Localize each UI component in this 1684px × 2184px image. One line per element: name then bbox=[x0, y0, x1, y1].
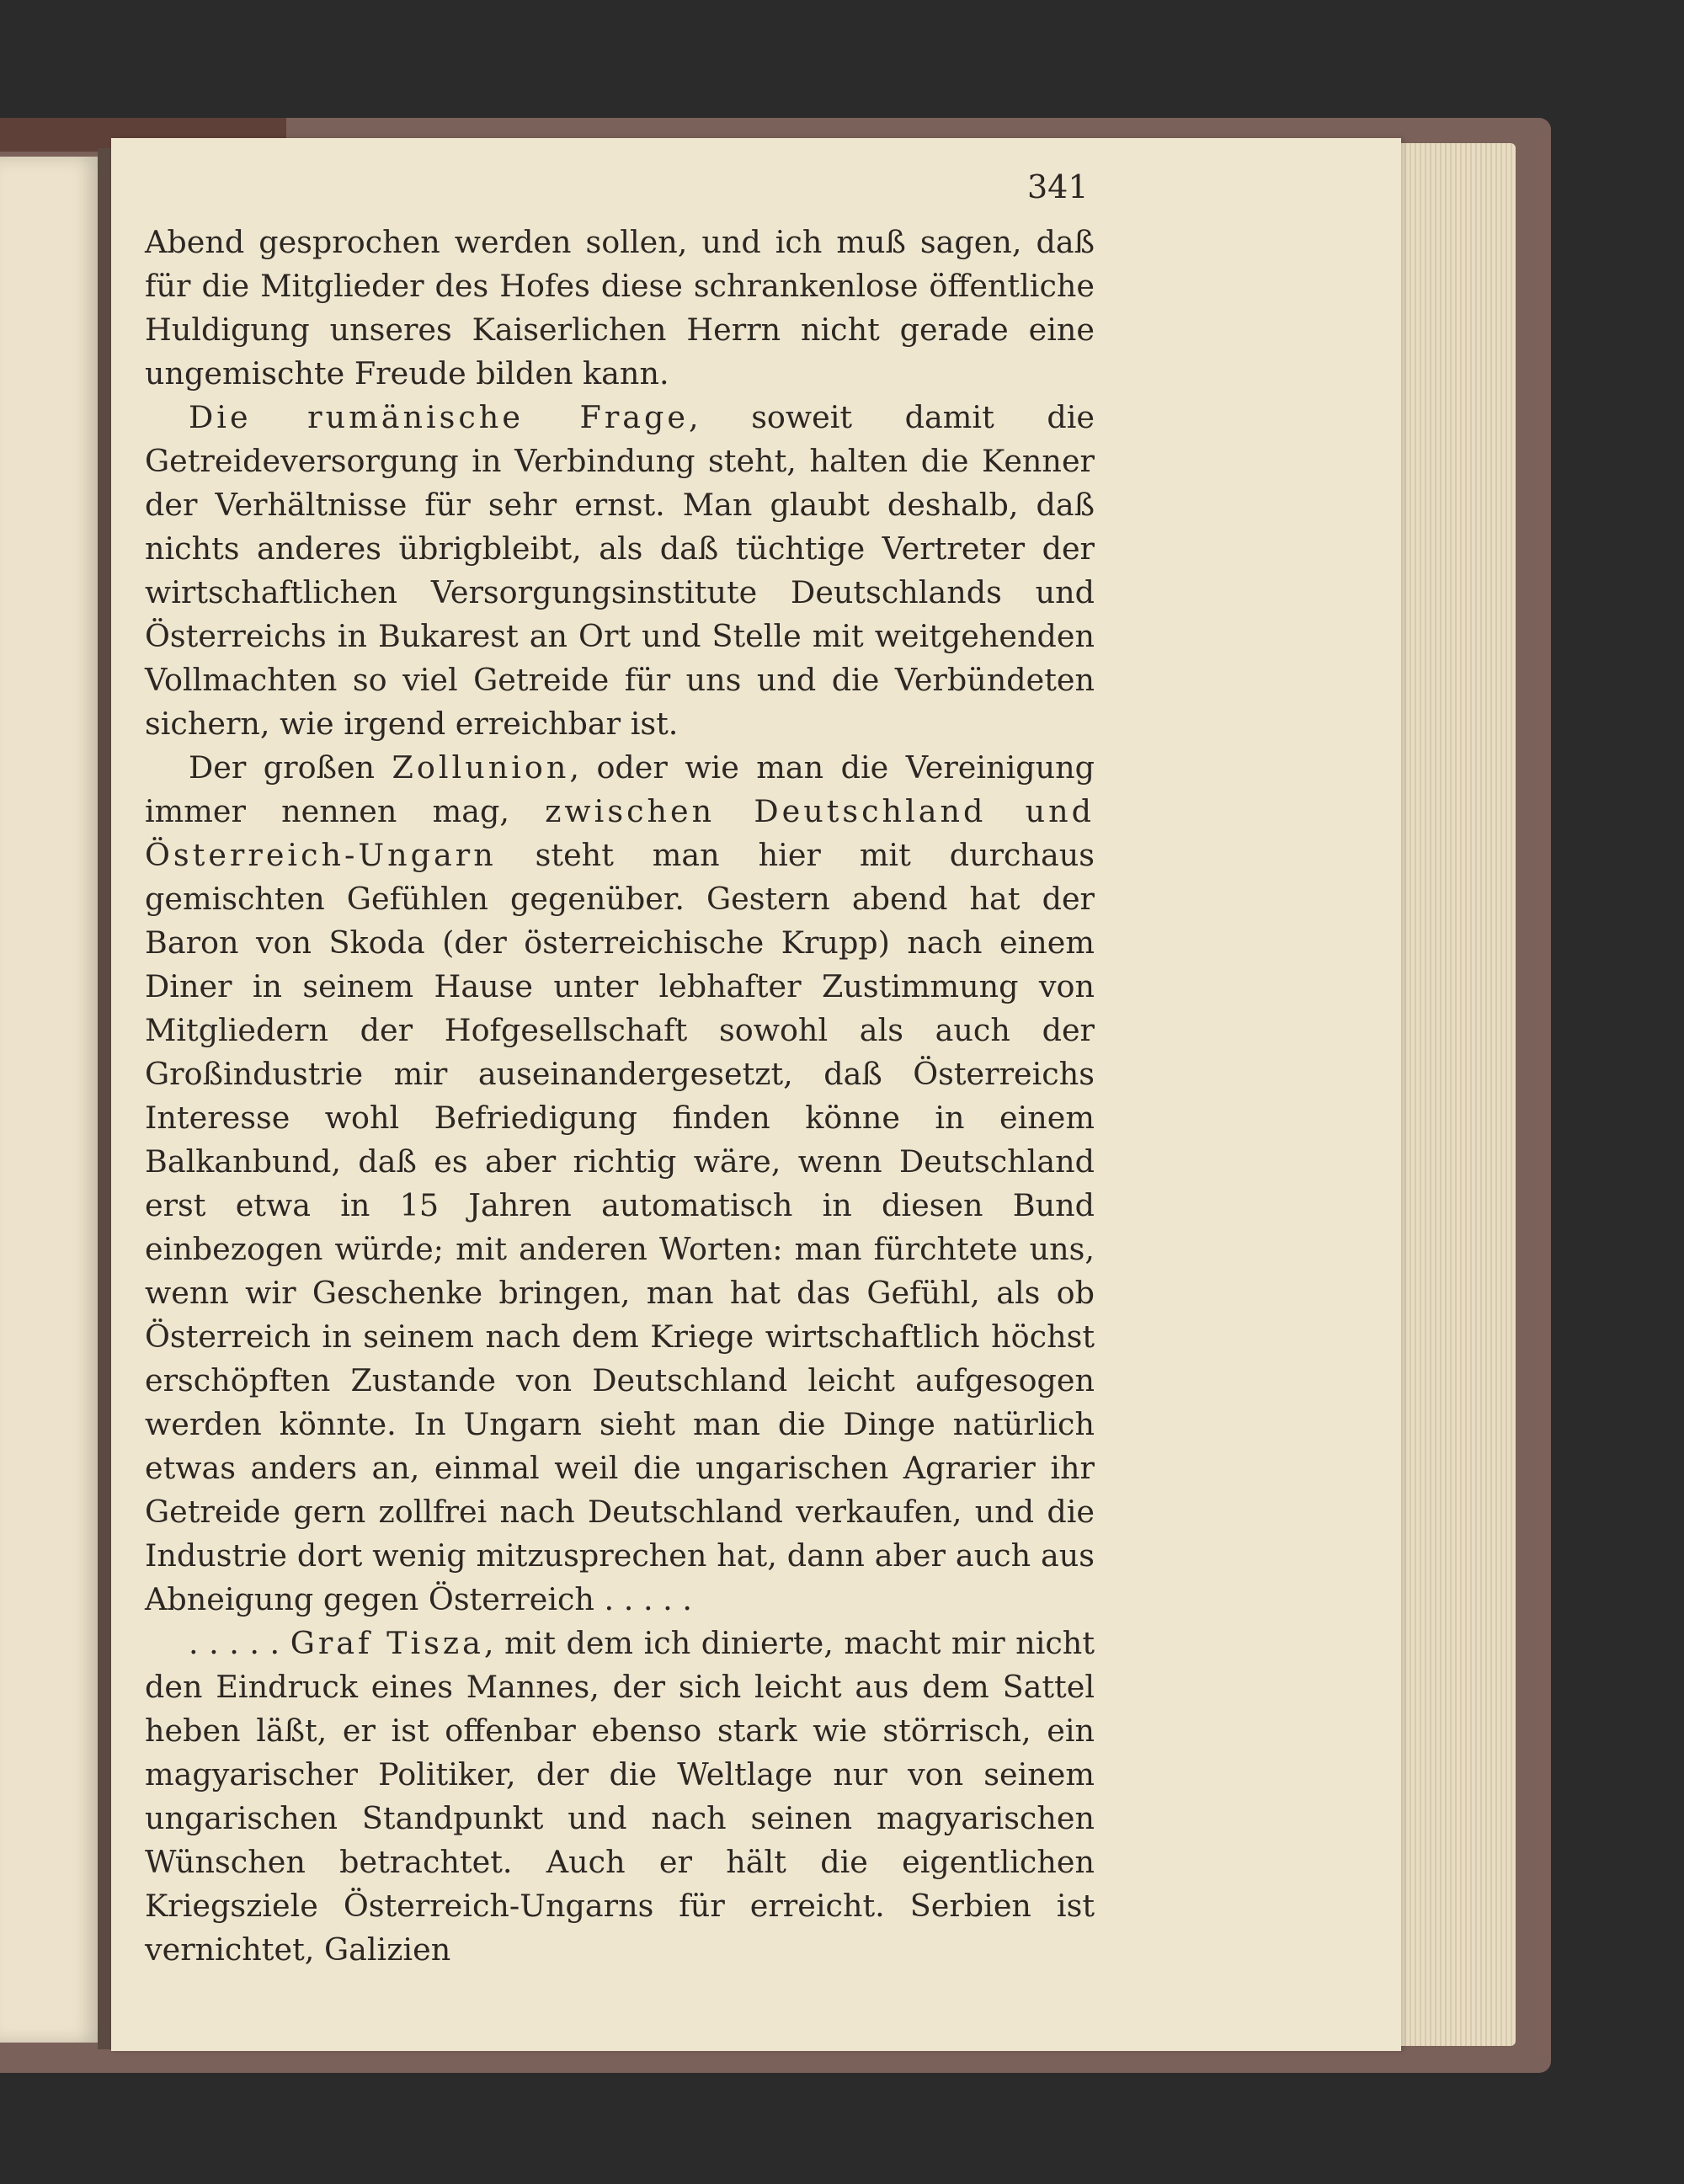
page-edges bbox=[1381, 143, 1516, 2046]
body-text: Der großen bbox=[189, 749, 392, 786]
page-text bbox=[145, 221, 1095, 1972]
spaced-emphasis-text: zwischen Deutschland und Österreich-Ungarn bbox=[145, 793, 1095, 873]
spaced-emphasis-text: Zollunion bbox=[392, 749, 570, 786]
paragraph-3 bbox=[145, 746, 1095, 1622]
left-page bbox=[0, 157, 101, 2043]
body-text: , soweit damit die Getreideversorgung in Verbindung steht, halten die Kenner der Verhältnisse für sehr ernst. Man glaubt deshalb, daß nichts anderes übrigbleibt, als daß tüchtige Vertreter der wirtschaftlichen Versorgungsinstitute Deutschlands und Österreichs in Bukarest an Ort und Stelle mit weitgehenden Vollmachten so viel Getreide für uns und die Verbündeten sichern, wie irgend erreichbar ist. bbox=[145, 399, 1095, 742]
paragraph-2 bbox=[145, 396, 1095, 746]
page-number: 341 bbox=[1027, 168, 1089, 205]
body-text: , mit dem ich dinierte, macht mir nicht den Eindruck eines Mannes, der sich leicht aus dem Sattel heben läßt, er ist offenbar ebenso stark wie störrisch, ein magyarischer Politiker, der die Weltlage nur von seinem ungarischen Standpunkt und nach seinen magyarischen Wünschen betrachtet. Auch er hält die eigentlichen Kriegsziele Österreich-Ungarns für erreicht. Serbien ist vernichtet, Galizien bbox=[145, 1625, 1095, 1968]
paragraph-1 bbox=[145, 221, 1095, 396]
spaced-emphasis-text: Die rumänische Frage bbox=[189, 399, 690, 435]
body-text: steht man hier mit durchaus gemischten Gefühlen gegenüber. Gestern abend hat der Baron von Skoda (der österreichische Krupp) nach einem Diner in seinem Hause unter lebhafter Zustimmung von Mitgliedern der Hofgesellschaft sowohl als auch der Großindustrie mir auseinandergesetzt, daß Österreichs Interesse wohl Befriedigung finden könne in einem Balkanbund, daß es aber richtig wäre, wenn Deutschland erst etwa in 15 Jahren automatisch in diesen Bund einbezogen würde; mit anderen Worten: man fürchtete uns, wenn wir Geschenke bringen, man hat das Gefühl, als ob Österreich in seinem nach dem Kriege wirtschaftlich höchst erschöpften Zustande von Deutschland leicht aufgesogen werden könnte. In Ungarn sieht man die Dinge natürlich etwas anders an, einmal weil die ungarischen Agrarier ihr Getreide gern zollfrei nach Deutschland verkaufen, und die Industrie dort wenig mitzusprechen hat, dann aber auch aus Abneigung gegen Österreich . . . . . bbox=[145, 837, 1095, 1617]
spaced-emphasis-text: Graf Tisza bbox=[290, 1625, 484, 1661]
body-text: , oder wie man die Vereinigung immer nennen mag, bbox=[145, 749, 1095, 829]
body-text: Abend gesprochen werden sollen, und ich muß sagen, daß für die Mitglieder des Hofes diese schrankenlose öffentliche Huldigung unseres Kaiserlichen Herrn nicht gerade eine ungemischte Freude bilden kann. bbox=[145, 224, 1095, 392]
body-text: . . . . . bbox=[189, 1625, 290, 1661]
paragraph-4 bbox=[145, 1622, 1095, 1972]
